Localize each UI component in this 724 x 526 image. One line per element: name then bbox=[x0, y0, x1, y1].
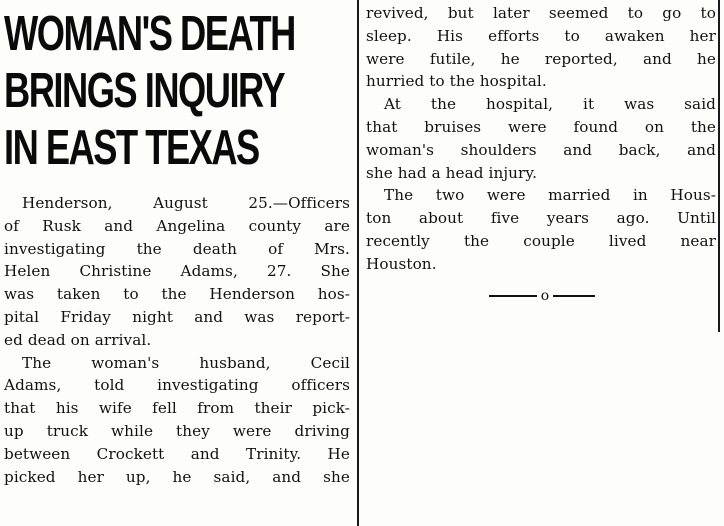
text-line: recently the couple lived near bbox=[366, 231, 716, 250]
right-border bbox=[718, 0, 720, 332]
headline-line-1: WOMAN'S DEATH bbox=[4, 7, 295, 61]
text-line: Helen Christine Adams, 27. She bbox=[4, 262, 350, 281]
text-line: she had a head injury. bbox=[366, 163, 538, 182]
separator-mark: o bbox=[540, 287, 550, 304]
right-column bbox=[366, 0, 718, 304]
article-headline bbox=[4, 0, 344, 186]
text-line: investigating the death of Mrs. bbox=[4, 239, 350, 258]
paragraph-5 bbox=[366, 184, 716, 275]
text-line: picked her up, he said, and she bbox=[4, 467, 350, 486]
text-line: The two were married in Hous- bbox=[384, 186, 716, 205]
text-line: that bruises were found on the bbox=[366, 117, 716, 136]
paragraph-1 bbox=[4, 192, 350, 352]
separator-rule bbox=[489, 295, 537, 297]
text-line: revived, but later seemed to go to bbox=[366, 4, 716, 22]
text-line: ed dead on arrival. bbox=[4, 330, 152, 349]
paragraph-3 bbox=[366, 2, 716, 93]
text-line: sleep. His efforts to awaken her bbox=[366, 26, 716, 45]
text-line: that his wife fell from their pick- bbox=[4, 399, 350, 418]
separator-rule bbox=[553, 295, 595, 297]
text-line: between Crockett and Trinity. He bbox=[4, 444, 350, 463]
text-line: At the hospital, it was said bbox=[384, 95, 716, 114]
paragraph-2 bbox=[4, 352, 350, 489]
headline-line-3: IN EAST TEXAS bbox=[4, 121, 259, 175]
end-separator bbox=[366, 288, 718, 304]
left-column bbox=[4, 0, 350, 488]
text-line: Henderson, August 25.—Officers bbox=[22, 194, 350, 212]
text-line: woman's shoulders and back, and bbox=[366, 140, 716, 159]
text-line: Houston. bbox=[366, 254, 437, 273]
text-line: Adams, told investigating officers bbox=[4, 376, 350, 395]
right-body bbox=[366, 2, 716, 276]
text-line: of Rusk and Angelina county are bbox=[4, 216, 350, 235]
left-body bbox=[4, 192, 350, 488]
text-line: hurried to the hospital. bbox=[366, 72, 547, 91]
text-line: pital Friday night and was report- bbox=[4, 307, 350, 326]
text-line: up truck while they were driving bbox=[4, 421, 350, 440]
headline-line-2: BRINGS INQUIRY bbox=[4, 64, 285, 118]
text-line: was taken to the Henderson hos- bbox=[4, 285, 350, 304]
column-divider bbox=[357, 0, 359, 526]
text-line: ton about five years ago. Until bbox=[366, 209, 716, 228]
paragraph-4 bbox=[366, 93, 716, 184]
text-line: were futile, he reported, and he bbox=[366, 49, 716, 68]
text-line: The woman's husband, Cecil bbox=[22, 353, 350, 372]
